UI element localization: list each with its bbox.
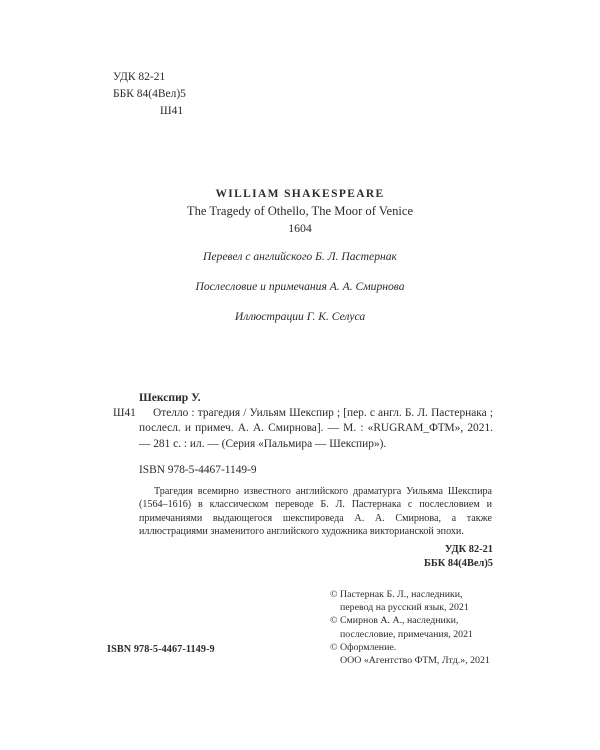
copyright-line-secondary: ООО «Агентство ФТМ, Лтд.», 2021 [340,655,490,667]
book-title: The Tragedy of Othello, The Moor of Venice [186,204,414,218]
annotation-paragraph: Трагедия всемирно известного английского драматурга Уильяма Шекспира (1564–1616) в классическом переводе Б. Л. Пастернака с послесловием и примечаниями выдающегося шекспироведа А. А. Смирнова, а также иллюстрациями знаменитого английского художника викторианской эпохи. [139,486,492,537]
author-sign-top: Ш41 [160,105,184,117]
record-isbn: ISBN 978-5-4467-1149-9 [139,463,257,476]
bbk-code-bottom: ББК 84(4Вел)5 [424,558,493,569]
book-author: WILLIAM SHAKESPEARE [215,188,385,200]
bbk-code-top: ББК 84(4Вел)5 [113,88,186,100]
classification-codes-bottom [424,543,493,571]
copyright-block [330,588,490,667]
record-author-sign: Ш41 [113,407,136,420]
record-body-wrapper [113,406,493,452]
copyright-line-primary: © Пастернак Б. Л., наследники, [330,589,463,600]
illustrations-credit: Иллюстрации Г. К. Селуса [234,310,366,323]
copyright-line-secondary: послесловие, примечания, 2021 [340,628,473,640]
credits-block [0,249,600,325]
translator-credit: Перевел с английского Б. Л. Пастернак [203,250,397,263]
copyright-line-primary: © Смирнов А. А., наследники, [330,615,459,627]
classification-codes-top [113,69,186,120]
udk-code-bottom: УДК 82-21 [444,544,493,555]
isbn-bottom: ISBN 978-5-4467-1149-9 [107,644,215,655]
book-year: 1604 [288,221,312,235]
copyright-line-primary: © Оформление. [330,641,397,653]
afterword-credit: Послесловие и примечания А. А. Смирнова [195,280,405,293]
catalog-record [113,390,493,478]
title-block [0,186,600,237]
copyright-entry [330,588,490,614]
record-description: Отелло : трагедия / Уильям Шекспир ; [пер. с англ. Б. Л. Пастернака ; послесл. и примеч. А. А. Смирнова]. — М. : «RUGRAM_ФТМ», 2021. — 281 с. : ил. — (Серия «Пальмира — Шекспир»). [139,407,493,450]
copyright-entry [330,614,490,640]
udk-code-top: УДК 82-21 [113,71,166,83]
copyright-entry [330,641,490,667]
record-heading: Шекспир У. [139,391,201,404]
copyright-line-secondary: перевод на русский язык, 2021 [340,602,469,614]
